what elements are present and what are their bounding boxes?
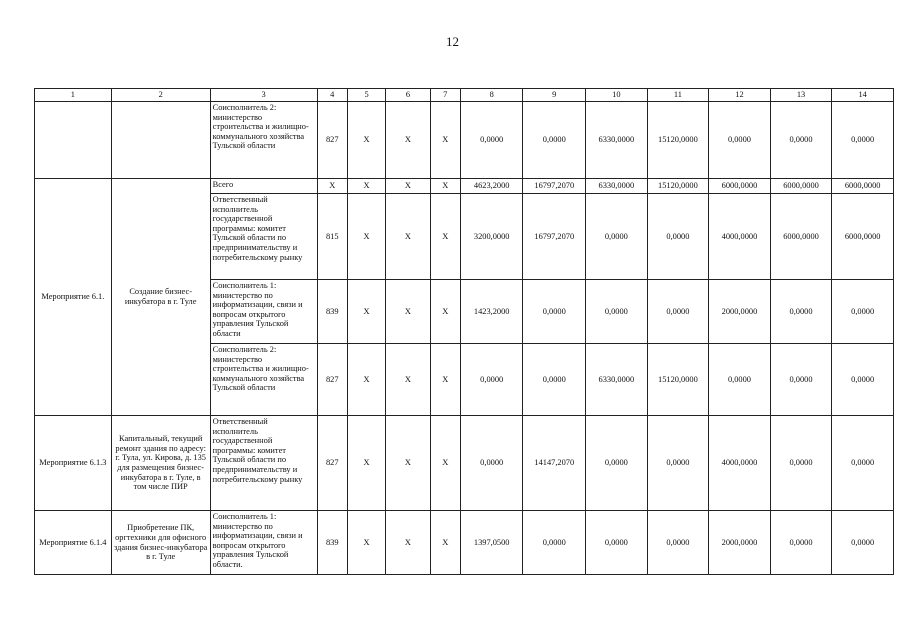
column-number: 3 bbox=[210, 89, 317, 102]
amount-cell: 1423,2000 bbox=[460, 280, 523, 344]
code-cell: Х bbox=[347, 102, 385, 179]
code-cell: Х bbox=[386, 194, 430, 280]
amount-cell: 0,0000 bbox=[832, 344, 894, 416]
column-number: 5 bbox=[347, 89, 385, 102]
page-number: 12 bbox=[446, 34, 459, 49]
code-cell: Х bbox=[386, 179, 430, 194]
code-cell: Х bbox=[347, 194, 385, 280]
code-cell: Х bbox=[430, 416, 460, 511]
amount-cell: 0,0000 bbox=[460, 102, 523, 179]
amount-cell: 0,0000 bbox=[832, 511, 894, 575]
code-cell: Х bbox=[430, 179, 460, 194]
amount-cell: 0,0000 bbox=[647, 280, 709, 344]
amount-cell: 6330,0000 bbox=[586, 344, 648, 416]
executor-cell: Ответственный исполнитель государственной программы: комитет Тульской области по предпринимательству и потребительскому рынку bbox=[210, 416, 317, 511]
amount-cell: 0,0000 bbox=[647, 416, 709, 511]
column-number: 10 bbox=[586, 89, 648, 102]
amount-cell: 0,0000 bbox=[832, 102, 894, 179]
column-number: 4 bbox=[317, 89, 347, 102]
amount-cell: 6000,0000 bbox=[770, 194, 832, 280]
amount-cell: 0,0000 bbox=[523, 102, 586, 179]
table-row bbox=[35, 179, 894, 194]
executor-cell: Ответственный исполнитель государственной программы: комитет Тульской области по предпринимательству и потребительскому рынку bbox=[210, 194, 317, 280]
amount-cell: 15120,0000 bbox=[647, 179, 709, 194]
amount-cell: 0,0000 bbox=[770, 102, 832, 179]
amount-cell: 0,0000 bbox=[586, 194, 648, 280]
amount-cell: 2000,0000 bbox=[709, 280, 771, 344]
measure-name-cell: Создание бизнес-инкубатора в г. Туле bbox=[111, 179, 210, 416]
amount-cell: 0,0000 bbox=[586, 416, 648, 511]
executor-cell: Всего bbox=[210, 179, 317, 194]
budget-code-cell: 815 bbox=[317, 194, 347, 280]
amount-cell: 0,0000 bbox=[523, 344, 586, 416]
code-cell: Х bbox=[386, 416, 430, 511]
amount-cell: 6000,0000 bbox=[770, 179, 832, 194]
amount-cell: 4000,0000 bbox=[709, 416, 771, 511]
budget-code-cell: Х bbox=[317, 179, 347, 194]
measure-name-cell: Приобретение ПК, оргтехники для офисного здания бизнес-инкубатора в г. Туле bbox=[111, 511, 210, 575]
column-number-row bbox=[35, 89, 894, 102]
amount-cell: 6000,0000 bbox=[832, 194, 894, 280]
amount-cell: 0,0000 bbox=[770, 344, 832, 416]
amount-cell: 4623,2000 bbox=[460, 179, 523, 194]
code-cell: Х bbox=[386, 280, 430, 344]
amount-cell: 0,0000 bbox=[460, 344, 523, 416]
executor-cell: Соисполнитель 2: министерство строительства и жилищно-коммунального хозяйства Тульской области bbox=[210, 102, 317, 179]
column-number: 7 bbox=[430, 89, 460, 102]
amount-cell: 0,0000 bbox=[832, 416, 894, 511]
measure-name-cell: Капитальный, текущий ремонт здания по адресу: г. Тула, ул. Кирова, д. 135 для размещения бизнес-инкубатора в г. Туле, в том числе ПИР bbox=[111, 416, 210, 511]
amount-cell: 0,0000 bbox=[523, 280, 586, 344]
amount-cell: 0,0000 bbox=[770, 511, 832, 575]
code-cell: Х bbox=[347, 511, 385, 575]
column-number: 12 bbox=[709, 89, 771, 102]
budget-code-cell: 839 bbox=[317, 280, 347, 344]
executor-cell: Соисполнитель 2: министерство строительства и жилищно-коммунального хозяйства Тульской области bbox=[210, 344, 317, 416]
amount-cell: 6330,0000 bbox=[586, 102, 648, 179]
amount-cell: 3200,0000 bbox=[460, 194, 523, 280]
measure-name-cell bbox=[111, 102, 210, 179]
code-cell: Х bbox=[347, 416, 385, 511]
amount-cell: 16797,2070 bbox=[523, 194, 586, 280]
code-cell: Х bbox=[430, 194, 460, 280]
code-cell: Х bbox=[430, 344, 460, 416]
program-funding-table bbox=[34, 88, 894, 575]
table-row bbox=[35, 511, 894, 575]
amount-cell: 0,0000 bbox=[586, 511, 648, 575]
executor-cell: Соисполнитель 1: министерство по информатизации, связи и вопросам открытого управления Тульской области. bbox=[210, 511, 317, 575]
budget-code-cell: 839 bbox=[317, 511, 347, 575]
measure-cell: Мероприятие 6.1. bbox=[35, 179, 112, 416]
amount-cell: 2000,0000 bbox=[709, 511, 771, 575]
amount-cell: 0,0000 bbox=[832, 280, 894, 344]
column-number: 14 bbox=[832, 89, 894, 102]
code-cell: Х bbox=[386, 102, 430, 179]
column-number: 9 bbox=[523, 89, 586, 102]
column-number: 13 bbox=[770, 89, 832, 102]
amount-cell: 0,0000 bbox=[523, 511, 586, 575]
table-row bbox=[35, 102, 894, 179]
amount-cell: 15120,0000 bbox=[647, 102, 709, 179]
amount-cell: 0,0000 bbox=[770, 416, 832, 511]
column-number: 1 bbox=[35, 89, 112, 102]
executor-cell: Соисполнитель 1: министерство по информатизации, связи и вопросам открытого управления Тульской области bbox=[210, 280, 317, 344]
budget-code-cell: 827 bbox=[317, 416, 347, 511]
table-row bbox=[35, 416, 894, 511]
code-cell: Х bbox=[430, 102, 460, 179]
amount-cell: 6000,0000 bbox=[709, 179, 771, 194]
budget-code-cell: 827 bbox=[317, 102, 347, 179]
column-number: 2 bbox=[111, 89, 210, 102]
amount-cell: 1397,0500 bbox=[460, 511, 523, 575]
code-cell: Х bbox=[386, 511, 430, 575]
amount-cell: 0,0000 bbox=[460, 416, 523, 511]
amount-cell: 0,0000 bbox=[586, 280, 648, 344]
column-number: 6 bbox=[386, 89, 430, 102]
amount-cell: 15120,0000 bbox=[647, 344, 709, 416]
budget-code-cell: 827 bbox=[317, 344, 347, 416]
code-cell: Х bbox=[430, 280, 460, 344]
amount-cell: 6330,0000 bbox=[586, 179, 648, 194]
column-number: 11 bbox=[647, 89, 709, 102]
measure-cell: Мероприятие 6.1.3 bbox=[35, 416, 112, 511]
amount-cell: 6000,0000 bbox=[832, 179, 894, 194]
code-cell: Х bbox=[386, 344, 430, 416]
amount-cell: 0,0000 bbox=[709, 102, 771, 179]
amount-cell: 0,0000 bbox=[770, 280, 832, 344]
measure-cell: Мероприятие 6.1.4 bbox=[35, 511, 112, 575]
code-cell: Х bbox=[347, 280, 385, 344]
amount-cell: 4000,0000 bbox=[709, 194, 771, 280]
amount-cell: 0,0000 bbox=[709, 344, 771, 416]
code-cell: Х bbox=[347, 179, 385, 194]
amount-cell: 16797,2070 bbox=[523, 179, 586, 194]
column-number: 8 bbox=[460, 89, 523, 102]
measure-cell bbox=[35, 102, 112, 179]
code-cell: Х bbox=[430, 511, 460, 575]
amount-cell: 0,0000 bbox=[647, 194, 709, 280]
amount-cell: 0,0000 bbox=[647, 511, 709, 575]
amount-cell: 14147,2070 bbox=[523, 416, 586, 511]
code-cell: Х bbox=[347, 344, 385, 416]
